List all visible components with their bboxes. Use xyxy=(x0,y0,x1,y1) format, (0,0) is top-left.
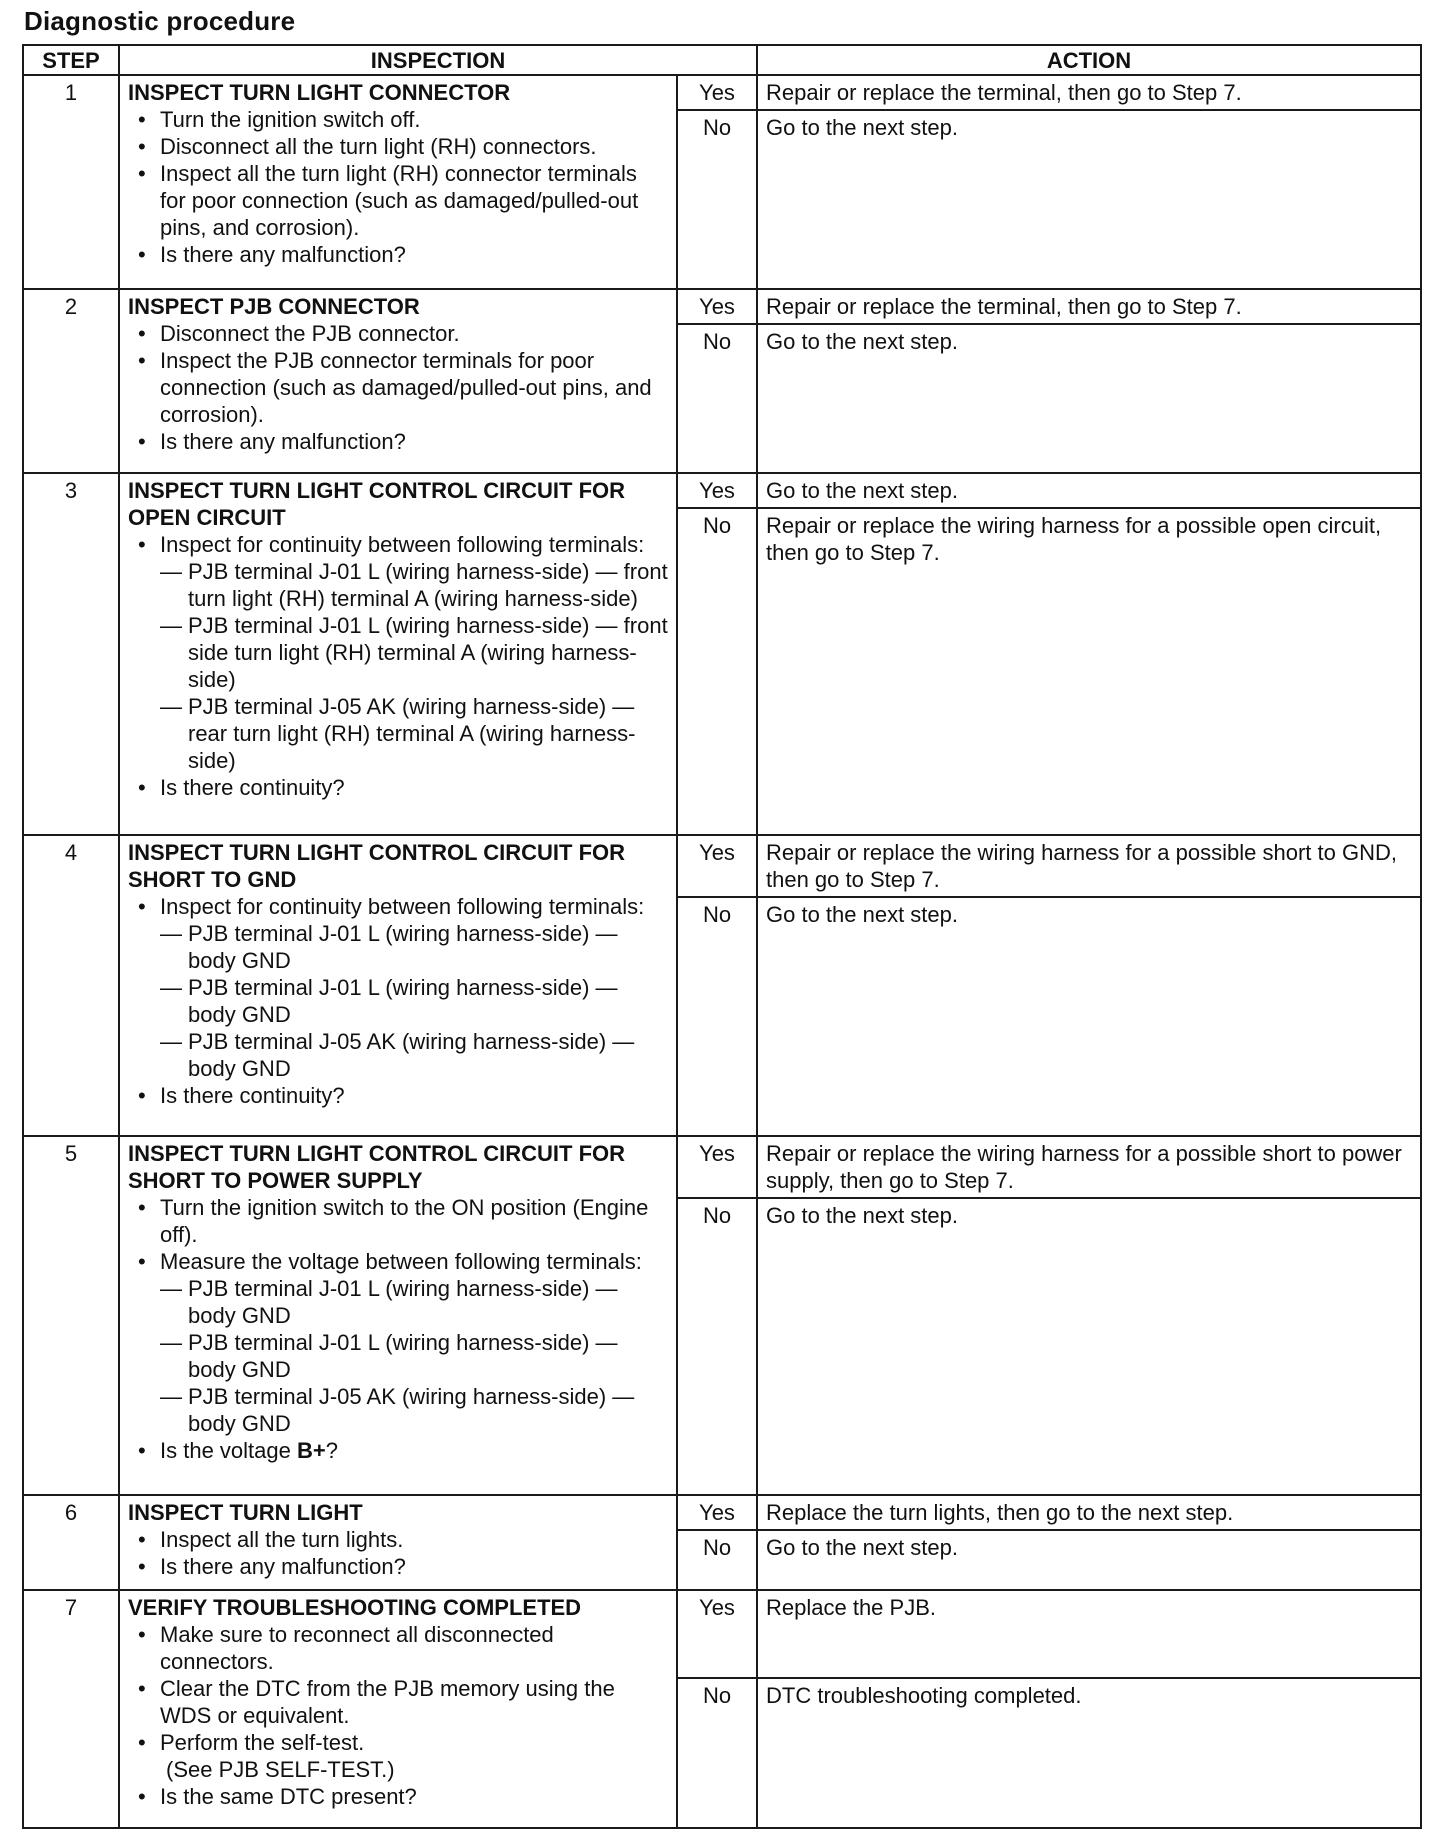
step-row xyxy=(23,75,1421,110)
no-action: Go to the next step. xyxy=(757,1530,1421,1590)
bullet-list xyxy=(128,106,668,268)
bullet-list xyxy=(128,1526,668,1580)
no-action: Go to the next step. xyxy=(757,1198,1421,1496)
bullet-item xyxy=(128,1248,668,1437)
step-row xyxy=(23,289,1421,324)
bullet-item: • Is there any malfunction? xyxy=(128,1553,668,1580)
bullet-text: • Perform the self-test. xyxy=(160,1729,365,1755)
step-number: 3 xyxy=(23,473,119,836)
bullet-item: • Inspect all the turn lights. xyxy=(128,1526,668,1553)
step-title: INSPECT TURN LIGHT CONNECTOR xyxy=(128,80,511,105)
step-inspection xyxy=(119,1590,677,1828)
bullet-item xyxy=(128,531,668,774)
step-title: VERIFY TROUBLESHOOTING COMPLETED xyxy=(128,1594,582,1620)
voltage-value: B+ xyxy=(296,1437,326,1463)
no-action: Go to the next step. xyxy=(757,110,1421,289)
step-number: 2 xyxy=(23,289,119,473)
yes-action: Repair or replace the terminal, then go to Step 7. xyxy=(757,75,1421,110)
no-action: DTC troubleshooting completed. xyxy=(757,1678,1421,1828)
terminal-pair: — PJB terminal J-01 L (wiring harness-side) — body GND xyxy=(160,1329,668,1383)
bullet-list xyxy=(128,531,668,801)
bullet-item: • Inspect the PJB connector terminals for poor connection (such as damaged/pulled-out pins, and corrosion). xyxy=(128,347,668,428)
step-row xyxy=(23,835,1421,897)
no-label: No xyxy=(677,1198,757,1496)
bullet-item: • Disconnect the PJB connector. xyxy=(128,320,668,347)
no-label: No xyxy=(677,508,757,836)
bullet-list xyxy=(128,1621,668,1810)
diagnostic-table xyxy=(22,44,1422,1829)
step-number: 5 xyxy=(23,1136,119,1496)
no-label: No xyxy=(677,1530,757,1590)
header-action: ACTION xyxy=(757,45,1421,75)
terminal-pair: — PJB terminal J-01 L (wiring harness-side) — front turn light (RH) terminal A (wiring harness-side) xyxy=(160,558,668,612)
step-inspection xyxy=(119,835,677,1135)
no-action: Go to the next step. xyxy=(757,324,1421,473)
see-reference: (See PJB SELF-TEST.) xyxy=(166,1756,395,1782)
terminal-pair: — PJB terminal J-01 L (wiring harness-side) — front side turn light (RH) terminal A (wiring harness-side) xyxy=(160,612,668,693)
step-title: INSPECT TURN LIGHT CONTROL CIRCUIT FOR SHORT TO POWER SUPPLY xyxy=(128,1140,626,1193)
bullet-item: • Turn the ignition switch off. xyxy=(128,106,668,133)
yes-action: Repair or replace the wiring harness for a possible short to power supply, then go to Step 7. xyxy=(757,1136,1421,1198)
step-number: 4 xyxy=(23,835,119,1135)
step-row xyxy=(23,1495,1421,1530)
terminal-list xyxy=(160,558,668,774)
yes-label: Yes xyxy=(677,1590,757,1678)
terminal-pair: — PJB terminal J-05 AK (wiring harness-side) — rear turn light (RH) terminal A (wiring harness-side) xyxy=(160,693,668,774)
step-row xyxy=(23,473,1421,508)
terminal-list xyxy=(160,920,668,1082)
step-number: 7 xyxy=(23,1590,119,1828)
bullet-item: • Is there any malfunction? xyxy=(128,428,668,455)
bullet-item: • Is there any malfunction? xyxy=(128,241,668,268)
terminal-pair: — PJB terminal J-01 L (wiring harness-side) — body GND xyxy=(160,974,668,1028)
terminal-pair: — PJB terminal J-01 L (wiring harness-side) — body GND xyxy=(160,920,668,974)
bullet-item xyxy=(128,1729,668,1783)
terminal-list xyxy=(160,1275,668,1437)
step-title: INSPECT TURN LIGHT xyxy=(128,1500,363,1526)
terminal-pair: — PJB terminal J-01 L (wiring harness-side) — body GND xyxy=(160,1275,668,1329)
bullet-item: • Is there continuity? xyxy=(128,774,668,801)
page-title: Diagnostic procedure xyxy=(24,6,296,36)
bullet-item: • Disconnect all the turn light (RH) connectors. xyxy=(128,133,668,160)
bullet-item xyxy=(128,1437,668,1464)
yes-action: Repair or replace the terminal, then go to Step 7. xyxy=(757,289,1421,324)
bullet-text: Is the voltage xyxy=(160,1437,297,1463)
yes-label: Yes xyxy=(677,835,757,897)
bullet-item: • Turn the ignition switch to the ON position (Engine off). xyxy=(128,1194,668,1248)
step-title: INSPECT TURN LIGHT CONTROL CIRCUIT FOR OPEN CIRCUIT xyxy=(128,477,626,530)
terminal-pair: — PJB terminal J-05 AK (wiring harness-side) — body GND xyxy=(160,1028,668,1082)
yes-action: Go to the next step. xyxy=(757,473,1421,508)
bullet-list xyxy=(128,320,668,455)
header-step: STEP xyxy=(23,45,119,75)
bullet-item: • Clear the DTC from the PJB memory using the WDS or equivalent. xyxy=(128,1675,668,1729)
bullet-item xyxy=(128,893,668,1082)
step-title: INSPECT PJB CONNECTOR xyxy=(128,293,420,319)
step-inspection xyxy=(119,75,677,289)
step-inspection xyxy=(119,473,677,836)
yes-action: Replace the PJB. xyxy=(757,1590,1421,1678)
header-inspection: INSPECTION xyxy=(119,45,757,75)
no-label: No xyxy=(677,324,757,473)
no-action: Repair or replace the wiring harness for a possible open circuit, then go to Step 7. xyxy=(757,508,1421,836)
bullet-list xyxy=(128,893,668,1109)
header-row xyxy=(23,45,1421,75)
no-label: No xyxy=(677,897,757,1135)
bullet-text: Inspect for continuity between following terminals: xyxy=(160,894,645,920)
step-number: 1 xyxy=(23,75,119,289)
bullet-item: • Is there continuity? xyxy=(128,1082,668,1109)
step-inspection xyxy=(119,1495,677,1590)
yes-label: Yes xyxy=(677,289,757,324)
bullet-text: Inspect for continuity between following terminals: xyxy=(160,531,645,557)
bullet-item: • Make sure to reconnect all disconnected connectors. xyxy=(128,1621,668,1675)
yes-action: Replace the turn lights, then go to the next step. xyxy=(757,1495,1421,1530)
step-row xyxy=(23,1590,1421,1678)
bullet-list xyxy=(128,1194,668,1464)
no-label: No xyxy=(677,1678,757,1828)
yes-label: Yes xyxy=(677,1495,757,1530)
step-inspection xyxy=(119,289,677,473)
yes-label: Yes xyxy=(677,1136,757,1198)
no-label: No xyxy=(677,110,757,289)
step-inspection xyxy=(119,1136,677,1496)
no-action: Go to the next step. xyxy=(757,897,1421,1135)
bullet-item: • Is the same DTC present? xyxy=(128,1783,668,1810)
step-row xyxy=(23,1136,1421,1198)
step-title: INSPECT TURN LIGHT CONTROL CIRCUIT FOR SHORT TO GND xyxy=(128,840,626,893)
bullet-text: Measure the voltage between following terminals: xyxy=(160,1248,642,1274)
bullet-item: • Inspect all the turn light (RH) connector terminals for poor connection (such as damaged/pulled-out pins, and corrosion). xyxy=(128,160,668,241)
step-number: 6 xyxy=(23,1495,119,1590)
yes-action: Repair or replace the wiring harness for a possible short to GND, then go to Step 7. xyxy=(757,835,1421,897)
yes-label: Yes xyxy=(677,75,757,110)
bullet-text-end: ? xyxy=(325,1437,338,1463)
terminal-pair: — PJB terminal J-05 AK (wiring harness-side) — body GND xyxy=(160,1383,668,1437)
yes-label: Yes xyxy=(677,473,757,508)
